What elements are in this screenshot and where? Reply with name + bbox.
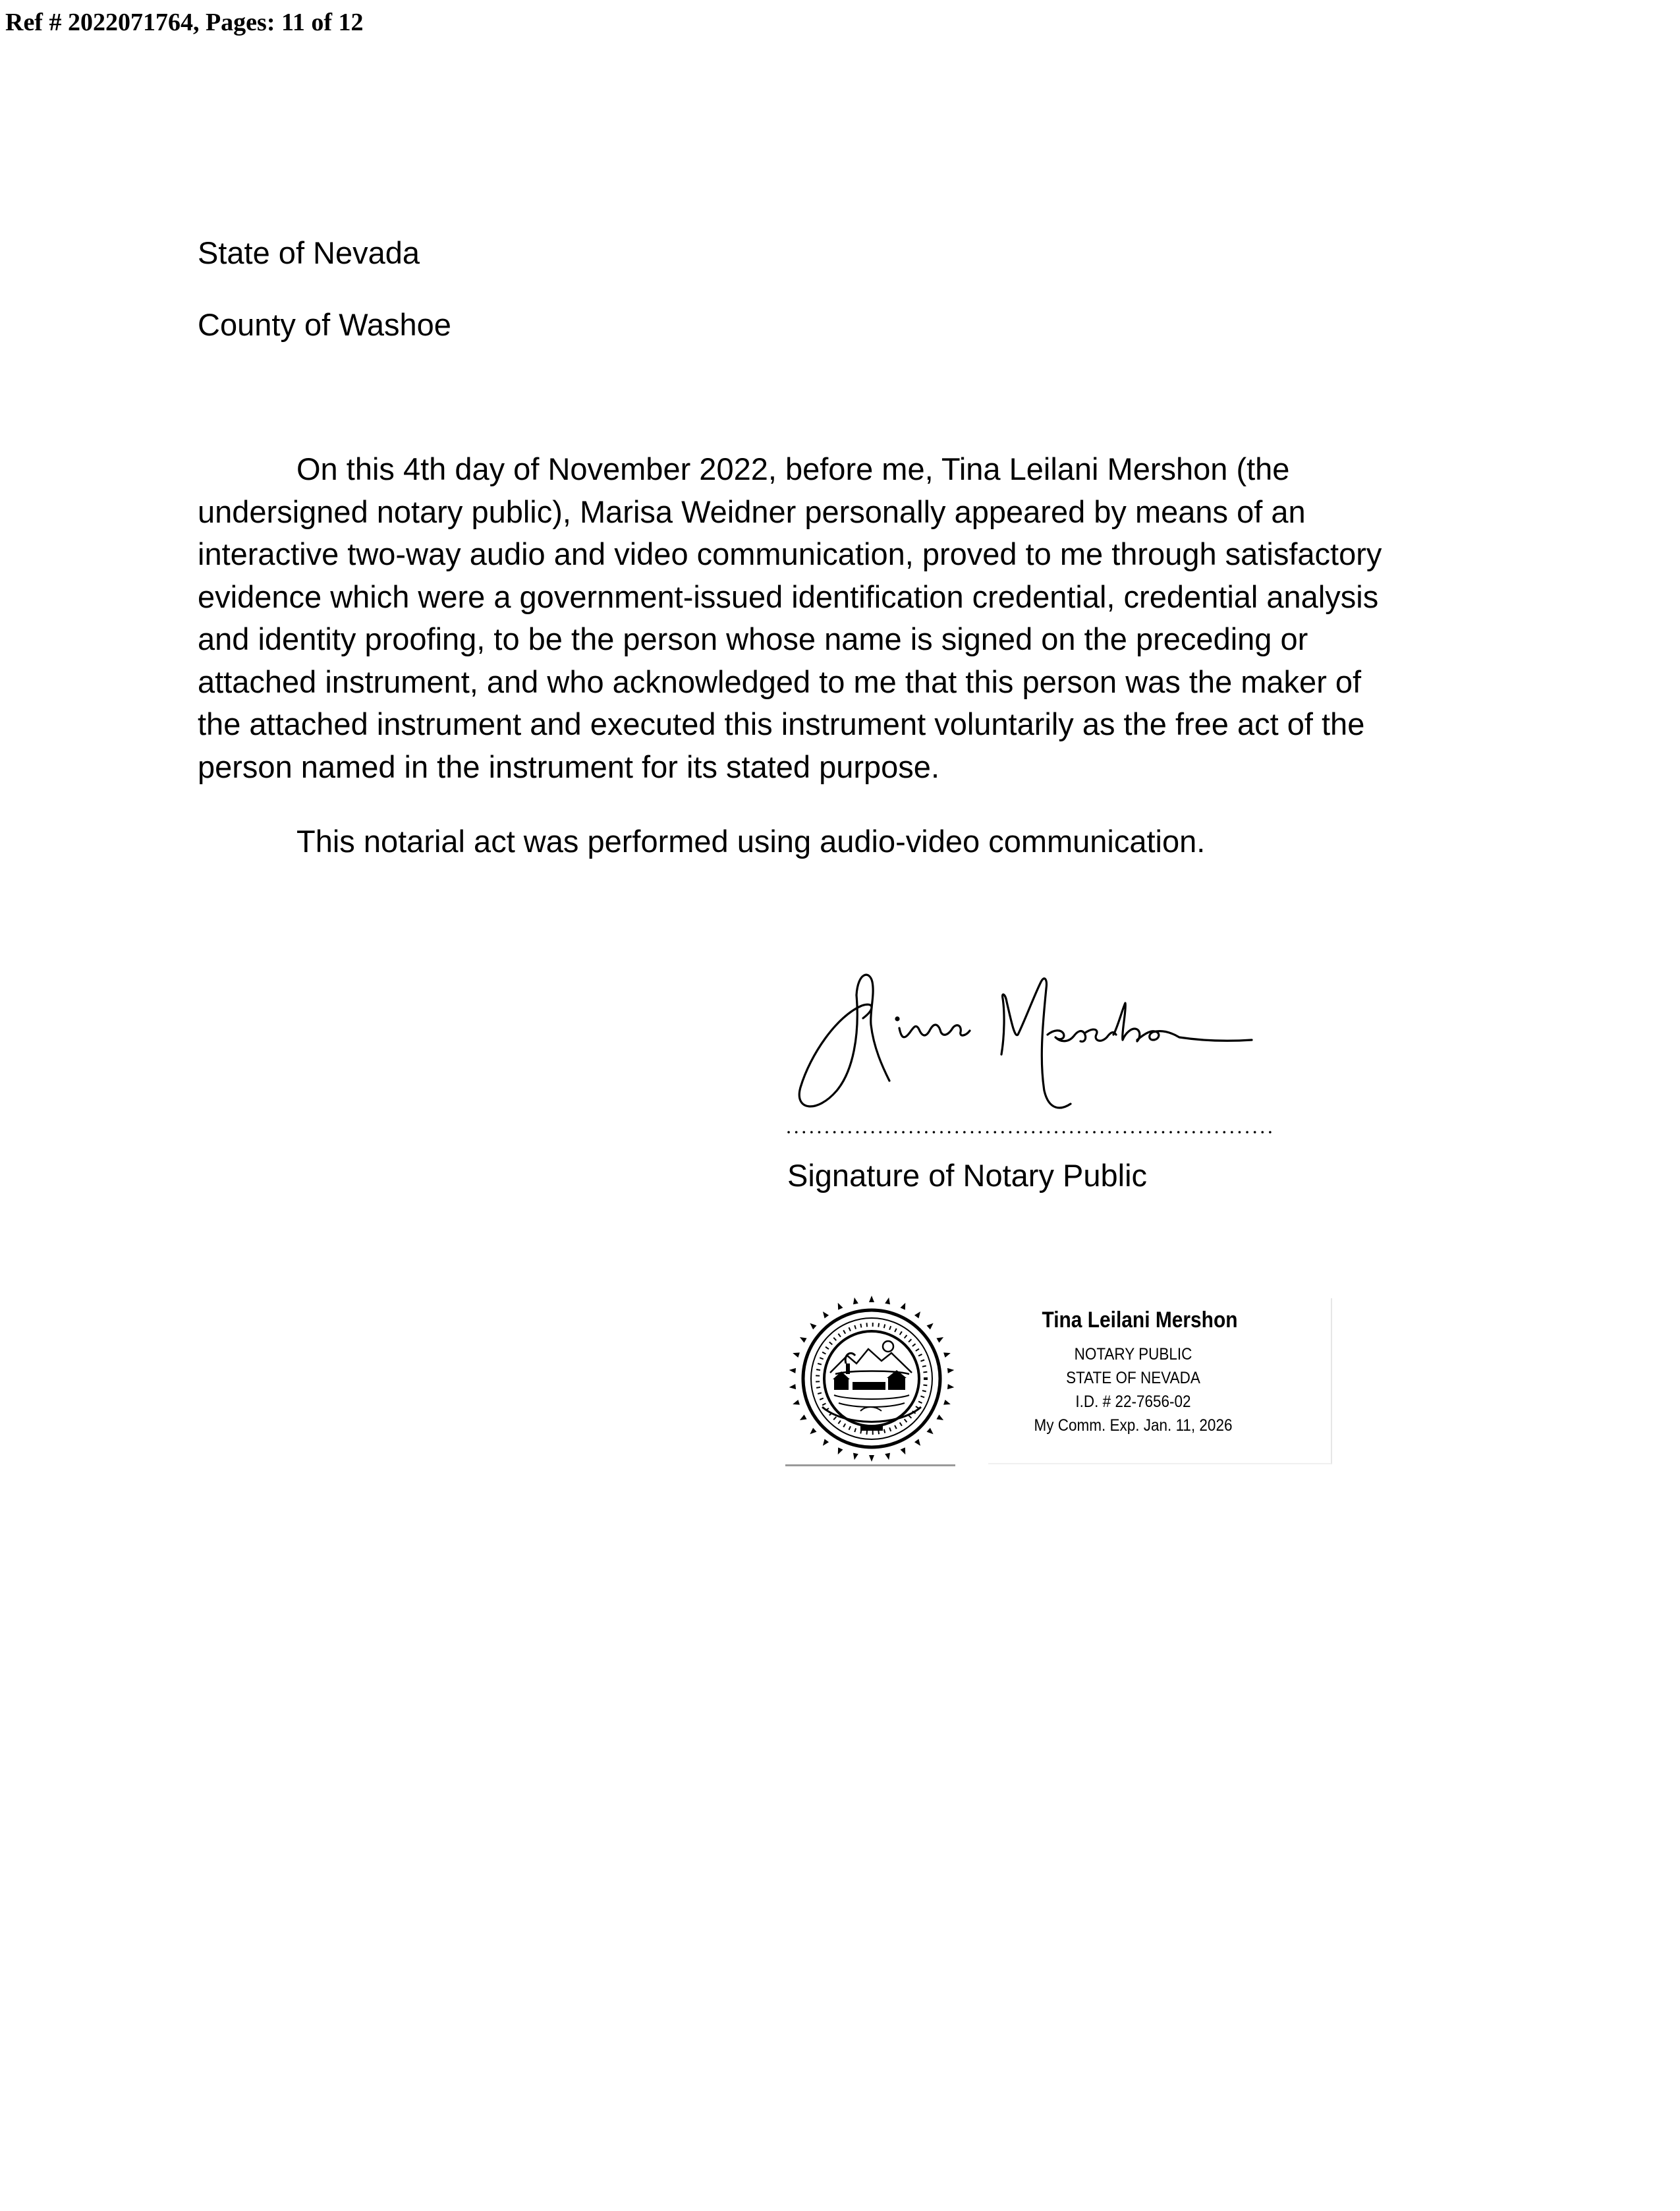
venue-state: State of Nevada [198,235,420,270]
stamp-notary-name: Tina Leilani Mershon [1042,1307,1238,1333]
reference-header: Ref # 2022071764, Pages: 11 of 12 [5,9,364,36]
acknowledgment-line: evidence which were a government-issued identification credential, credential analysis [198,579,1379,614]
venue-county: County of Washoe [198,307,451,342]
stamp-title: NOTARY PUBLIC [1074,1345,1192,1364]
acknowledgment-line: attached instrument, and who acknowledged to me that this person was the maker of [198,664,1362,699]
stamp-state: STATE OF NEVADA [1066,1369,1200,1387]
acknowledgment-line: undersigned notary public), Marisa Weidner personally appeared by means of an [198,494,1306,529]
acknowledgment-line: and identity proofing, to be the person whose name is signed on the preceding or [198,621,1308,656]
stamp-commission-expiration: My Comm. Exp. Jan. 11, 2026 [1034,1416,1233,1435]
acknowledgment-line: interactive two-way audio and video communication, proved to me through satisfactory [198,536,1382,571]
signature-dotted-line [787,1120,1275,1140]
acknowledgment-line: On this 4th day of November 2022, before me, Tina Leilani Mershon (the [296,451,1290,486]
acknowledgment-paragraph [198,448,1482,788]
stamp-id-number: I.D. # 22-7656-02 [1075,1393,1191,1411]
seal-underline [785,1464,955,1466]
nevada-notary-seal-icon [783,1295,961,1463]
notarial-act-statement: This notarial act was performed using audio-video communication. [296,824,1206,859]
notary-signature [784,956,1272,1120]
acknowledgment-line: the attached instrument and executed this instrument voluntarily as the free act of the [198,706,1365,741]
signature-caption: Signature of Notary Public [787,1158,1148,1193]
acknowledgment-line: person named in the instrument for its stated purpose. [198,749,940,784]
